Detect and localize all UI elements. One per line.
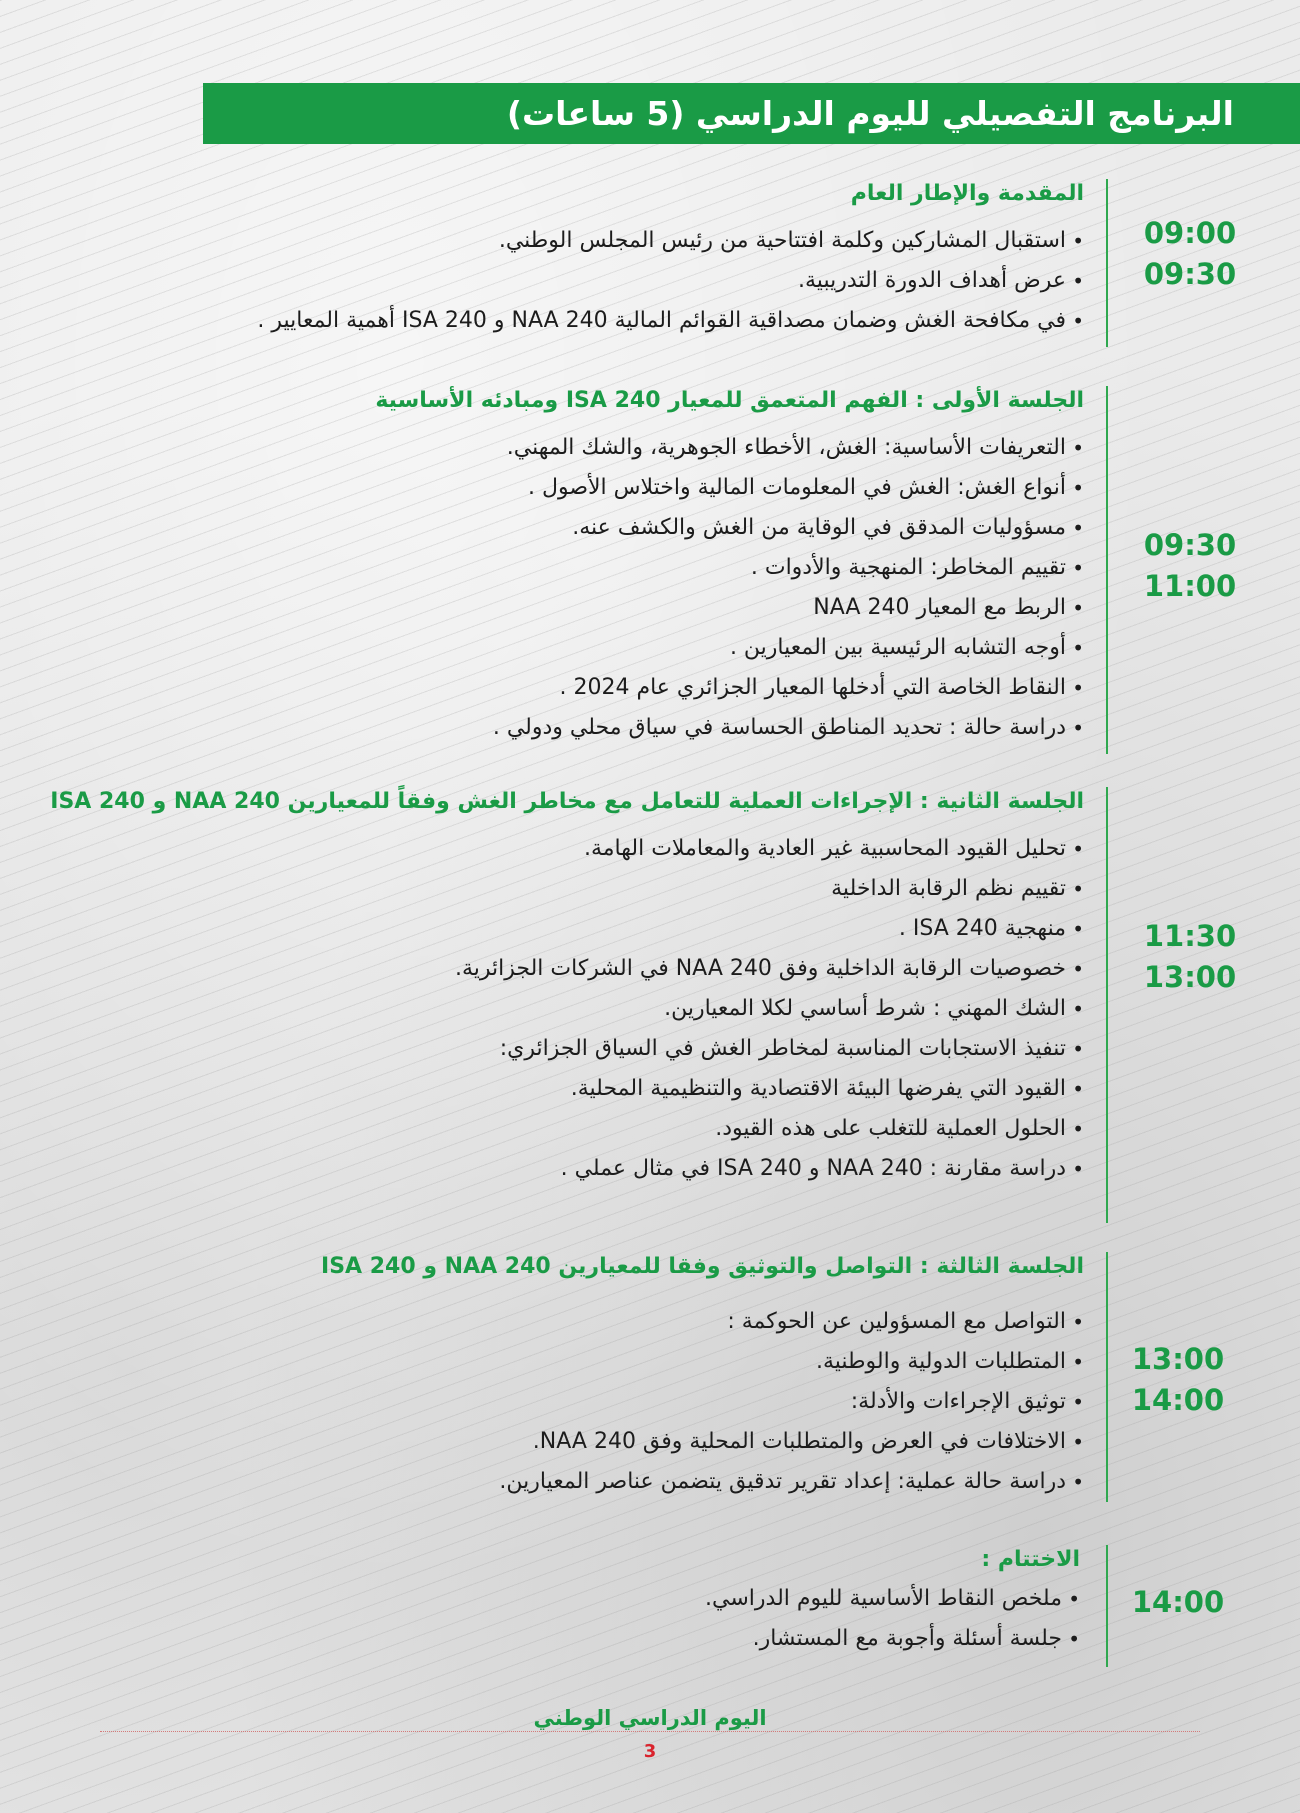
section-heading: الجلسة الثالثة : التواصل والتوثيق وفقا للمعيارين NAA 240 و ISA 240 bbox=[321, 1254, 1084, 1279]
page-number: 3 bbox=[643, 1741, 657, 1762]
bullet-icon: • bbox=[1072, 476, 1084, 500]
list-item: • خصوصيات الرقابة الداخلية وفق NAA 240 في الشركات الجزائرية. bbox=[50, 949, 1084, 989]
list-item: • تحليل القيود المحاسبية غير العادية والمعاملات الهامة. bbox=[50, 829, 1084, 869]
section-session-three bbox=[0, 1252, 1300, 1502]
list-item: • ملخص النقاط الأساسية لليوم الدراسي. bbox=[705, 1579, 1080, 1619]
list-item: • تقييم نظم الرقابة الداخلية bbox=[50, 869, 1084, 909]
list-item: • دراسة حالة : تحديد المناطق الحساسة في سياق محلي ودولي . bbox=[375, 708, 1084, 748]
section-content bbox=[321, 1252, 1084, 1502]
section-introduction bbox=[0, 179, 1300, 347]
list-item: • في مكافحة الغش وضمان مصداقية القوائم المالية NAA 240 و ISA 240 أهمية المعايير . bbox=[257, 301, 1084, 341]
section-items bbox=[50, 829, 1084, 1189]
list-item: • عرض أهداف الدورة التدريبية. bbox=[257, 261, 1084, 301]
time-end: 14:00 bbox=[1131, 1383, 1225, 1417]
list-item: • دراسة مقارنة : NAA 240 و ISA 240 في مثال عملي . bbox=[50, 1149, 1084, 1189]
bullet-icon: • bbox=[1072, 309, 1084, 333]
bullet-icon: • bbox=[1072, 516, 1084, 540]
bullet-icon: • bbox=[1072, 1037, 1084, 1061]
bullet-icon: • bbox=[1072, 636, 1084, 660]
bullet-icon: • bbox=[1072, 596, 1084, 620]
list-item: • استقبال المشاركين وكلمة افتتاحية من رئيس المجلس الوطني. bbox=[257, 221, 1084, 261]
section-items bbox=[375, 428, 1084, 748]
section-session-two bbox=[0, 787, 1300, 1223]
section-heading: الاختتام : bbox=[981, 1547, 1080, 1572]
bullet-icon: • bbox=[1072, 1430, 1084, 1454]
bullet-icon: • bbox=[1068, 1627, 1080, 1651]
bullet-icon: • bbox=[1072, 1390, 1084, 1414]
list-item: • الربط مع المعيار NAA 240 bbox=[375, 588, 1084, 628]
list-item: • أوجه التشابه الرئيسية بين المعيارين . bbox=[375, 628, 1084, 668]
list-item: • توثيق الإجراءات والأدلة: bbox=[321, 1382, 1084, 1422]
section-content bbox=[257, 179, 1084, 341]
time-start: 09:30 bbox=[1143, 528, 1237, 562]
section-divider-line bbox=[1106, 386, 1108, 754]
bullet-icon: • bbox=[1072, 269, 1084, 293]
list-item: • التواصل مع المسؤولين عن الحوكمة : bbox=[321, 1302, 1084, 1342]
section-heading: المقدمة والإطار العام bbox=[850, 181, 1084, 206]
page-title: البرنامج التفصيلي لليوم الدراسي (5 ساعات) bbox=[506, 94, 1234, 133]
bullet-icon: • bbox=[1072, 997, 1084, 1021]
list-item: • المتطلبات الدولية والوطنية. bbox=[321, 1342, 1084, 1382]
list-item: • تنفيذ الاستجابات المناسبة لمخاطر الغش في السياق الجزائري: bbox=[50, 1029, 1084, 1069]
section-heading: الجلسة الأولى : الفهم المتعمق للمعيار ISA 240 ومبادئه الأساسية bbox=[375, 388, 1084, 413]
section-session-one bbox=[0, 386, 1300, 754]
time-start: 13:00 bbox=[1131, 1342, 1225, 1376]
time-end: 11:00 bbox=[1143, 569, 1237, 603]
section-closing bbox=[0, 1545, 1300, 1667]
list-item: • أنواع الغش: الغش في المعلومات المالية واختلاس الأصول . bbox=[375, 468, 1084, 508]
footer-divider bbox=[100, 1731, 1200, 1732]
list-item: • النقاط الخاصة التي أدخلها المعيار الجزائري عام 2024 . bbox=[375, 668, 1084, 708]
bullet-icon: • bbox=[1068, 1587, 1080, 1611]
section-divider-line bbox=[1106, 787, 1108, 1223]
bullet-icon: • bbox=[1072, 837, 1084, 861]
section-items bbox=[705, 1579, 1080, 1659]
bullet-icon: • bbox=[1072, 1077, 1084, 1101]
bullet-icon: • bbox=[1072, 229, 1084, 253]
bullet-icon: • bbox=[1072, 1157, 1084, 1181]
time-range bbox=[1120, 916, 1260, 998]
footer-label: اليوم الدراسي الوطني bbox=[533, 1706, 767, 1730]
bullet-icon: • bbox=[1072, 1350, 1084, 1374]
time-end: 13:00 bbox=[1143, 960, 1237, 994]
section-divider-line bbox=[1106, 179, 1108, 347]
section-items bbox=[257, 221, 1084, 341]
list-item: • الشك المهني : شرط أساسي لكلا المعيارين. bbox=[50, 989, 1084, 1029]
section-items bbox=[321, 1302, 1084, 1502]
bullet-icon: • bbox=[1072, 957, 1084, 981]
bullet-icon: • bbox=[1072, 556, 1084, 580]
section-content bbox=[705, 1545, 1080, 1659]
list-item: • القيود التي يفرضها البيئة الاقتصادية والتنظيمية المحلية. bbox=[50, 1069, 1084, 1109]
bullet-icon: • bbox=[1072, 436, 1084, 460]
bullet-icon: • bbox=[1072, 716, 1084, 740]
bullet-icon: • bbox=[1072, 1310, 1084, 1334]
bullet-icon: • bbox=[1072, 676, 1084, 700]
list-item: • الاختلافات في العرض والمتطلبات المحلية وفق NAA 240. bbox=[321, 1422, 1084, 1462]
time-range bbox=[1108, 1339, 1248, 1421]
time-range bbox=[1108, 1582, 1248, 1623]
bullet-icon: • bbox=[1072, 1117, 1084, 1141]
bullet-icon: • bbox=[1072, 1470, 1084, 1494]
time-start: 11:30 bbox=[1143, 919, 1237, 953]
bullet-icon: • bbox=[1072, 917, 1084, 941]
section-content bbox=[375, 386, 1084, 748]
time-range bbox=[1120, 525, 1260, 607]
time-range bbox=[1120, 213, 1260, 295]
title-bar bbox=[203, 83, 1300, 144]
bullet-icon: • bbox=[1072, 877, 1084, 901]
section-heading: الجلسة الثانية : الإجراءات العملية للتعامل مع مخاطر الغش وفقاً للمعيارين NAA 240 و ISA 240 bbox=[50, 789, 1084, 814]
list-item: • الحلول العملية للتغلب على هذه القيود. bbox=[50, 1109, 1084, 1149]
list-item: • منهجية ISA 240 . bbox=[50, 909, 1084, 949]
time-end: 09:30 bbox=[1143, 257, 1237, 291]
list-item: • دراسة حالة عملية: إعداد تقرير تدقيق يتضمن عناصر المعيارين. bbox=[321, 1462, 1084, 1502]
time-start: 14:00 bbox=[1131, 1585, 1225, 1619]
section-content bbox=[50, 787, 1084, 1189]
list-item: • جلسة أسئلة وأجوبة مع المستشار. bbox=[705, 1619, 1080, 1659]
time-start: 09:00 bbox=[1143, 216, 1237, 250]
list-item: • تقييم المخاطر: المنهجية والأدوات . bbox=[375, 548, 1084, 588]
list-item: • التعريفات الأساسية: الغش، الأخطاء الجوهرية، والشك المهني. bbox=[375, 428, 1084, 468]
list-item: • مسؤوليات المدقق في الوقاية من الغش والكشف عنه. bbox=[375, 508, 1084, 548]
